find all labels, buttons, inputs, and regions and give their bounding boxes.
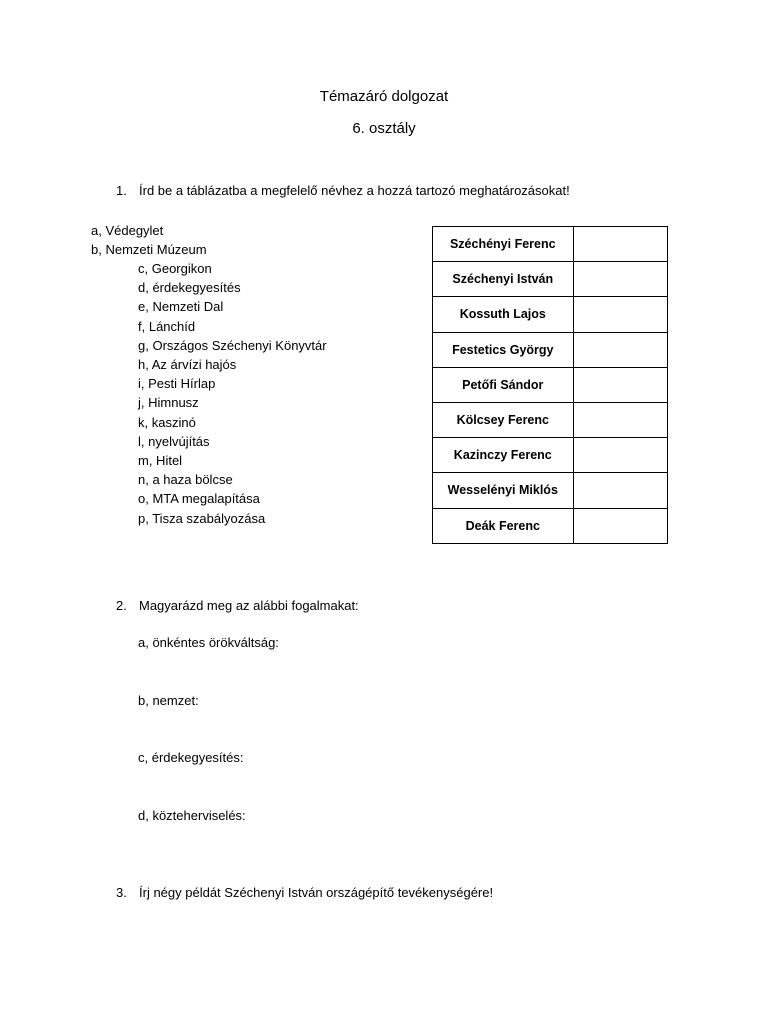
term-label: a, önkéntes örökváltság:	[138, 635, 279, 650]
list-item: p, Tisza szabályozása	[138, 511, 266, 526]
question-1-number: 1.	[116, 183, 127, 198]
table-cell-answer[interactable]	[573, 262, 667, 297]
question-2-number: 2.	[116, 598, 127, 613]
table-cell-answer[interactable]	[573, 508, 667, 543]
document-title: Témazáró dolgozat	[319, 88, 449, 105]
table-cell-name: Wesselényi Miklós	[433, 473, 574, 508]
list-item: j, Himnusz	[138, 395, 199, 410]
table-cell-name: Széchenyi István	[433, 262, 574, 297]
table-cell-answer[interactable]	[573, 297, 667, 332]
document-subtitle: 6. osztály	[352, 120, 416, 137]
list-item: a, Védegylet	[91, 223, 164, 238]
table-row	[433, 332, 668, 367]
list-item: h, Az árvízi hajós	[138, 357, 237, 372]
question-1-text: Írd be a táblázatba a megfelelő névhez a hozzá tartozó meghatározásokat!	[139, 183, 570, 198]
table-row	[433, 438, 668, 473]
table-cell-name: Festetics György	[433, 332, 574, 367]
table-row	[433, 473, 668, 508]
list-item: o, MTA megalapítása	[138, 491, 260, 506]
table-row	[433, 508, 668, 543]
table-cell-answer[interactable]	[573, 367, 667, 402]
question-2-text: Magyarázd meg az alábbi fogalmakat:	[139, 598, 359, 613]
table-cell-name: Kazinczy Ferenc	[433, 438, 574, 473]
list-item: f, Lánchíd	[138, 319, 196, 334]
list-item: b, Nemzeti Múzeum	[91, 242, 207, 257]
list-item: i, Pesti Hírlap	[138, 376, 216, 391]
list-item: c, Georgikon	[138, 261, 212, 276]
table-cell-answer[interactable]	[573, 438, 667, 473]
list-item: n, a haza bölcse	[138, 472, 233, 487]
question-3-text: Írj négy példát Széchenyi István országépítő tevékenységére!	[139, 885, 494, 900]
matching-table	[432, 226, 668, 544]
table-row	[433, 227, 668, 262]
table-cell-name: Kossuth Lajos	[433, 297, 574, 332]
table-cell-name: Deák Ferenc	[433, 508, 574, 543]
table-cell-answer[interactable]	[573, 332, 667, 367]
table-row	[433, 402, 668, 437]
list-item: l, nyelvújítás	[138, 434, 210, 449]
table-cell-answer[interactable]	[573, 473, 667, 508]
list-item: k, kaszinó	[138, 415, 196, 430]
question-3-number: 3.	[116, 885, 127, 900]
list-item: d, érdekegyesítés	[138, 280, 241, 295]
table-row	[433, 297, 668, 332]
table-cell-name: Széchényi Ferenc	[433, 227, 574, 262]
table-cell-name: Petőfi Sándor	[433, 367, 574, 402]
table-cell-answer[interactable]	[573, 402, 667, 437]
list-item: m, Hitel	[138, 453, 183, 468]
term-label: b, nemzet:	[138, 693, 199, 708]
term-label: c, érdekegyesítés:	[138, 750, 244, 765]
table-cell-answer[interactable]	[573, 227, 667, 262]
table-cell-name: Kölcsey Ferenc	[433, 402, 574, 437]
term-label: d, közteherviselés:	[138, 808, 246, 823]
table-row	[433, 367, 668, 402]
table-row	[433, 262, 668, 297]
list-item: g, Országos Széchenyi Könyvtár	[138, 338, 327, 353]
list-item: e, Nemzeti Dal	[138, 299, 224, 314]
